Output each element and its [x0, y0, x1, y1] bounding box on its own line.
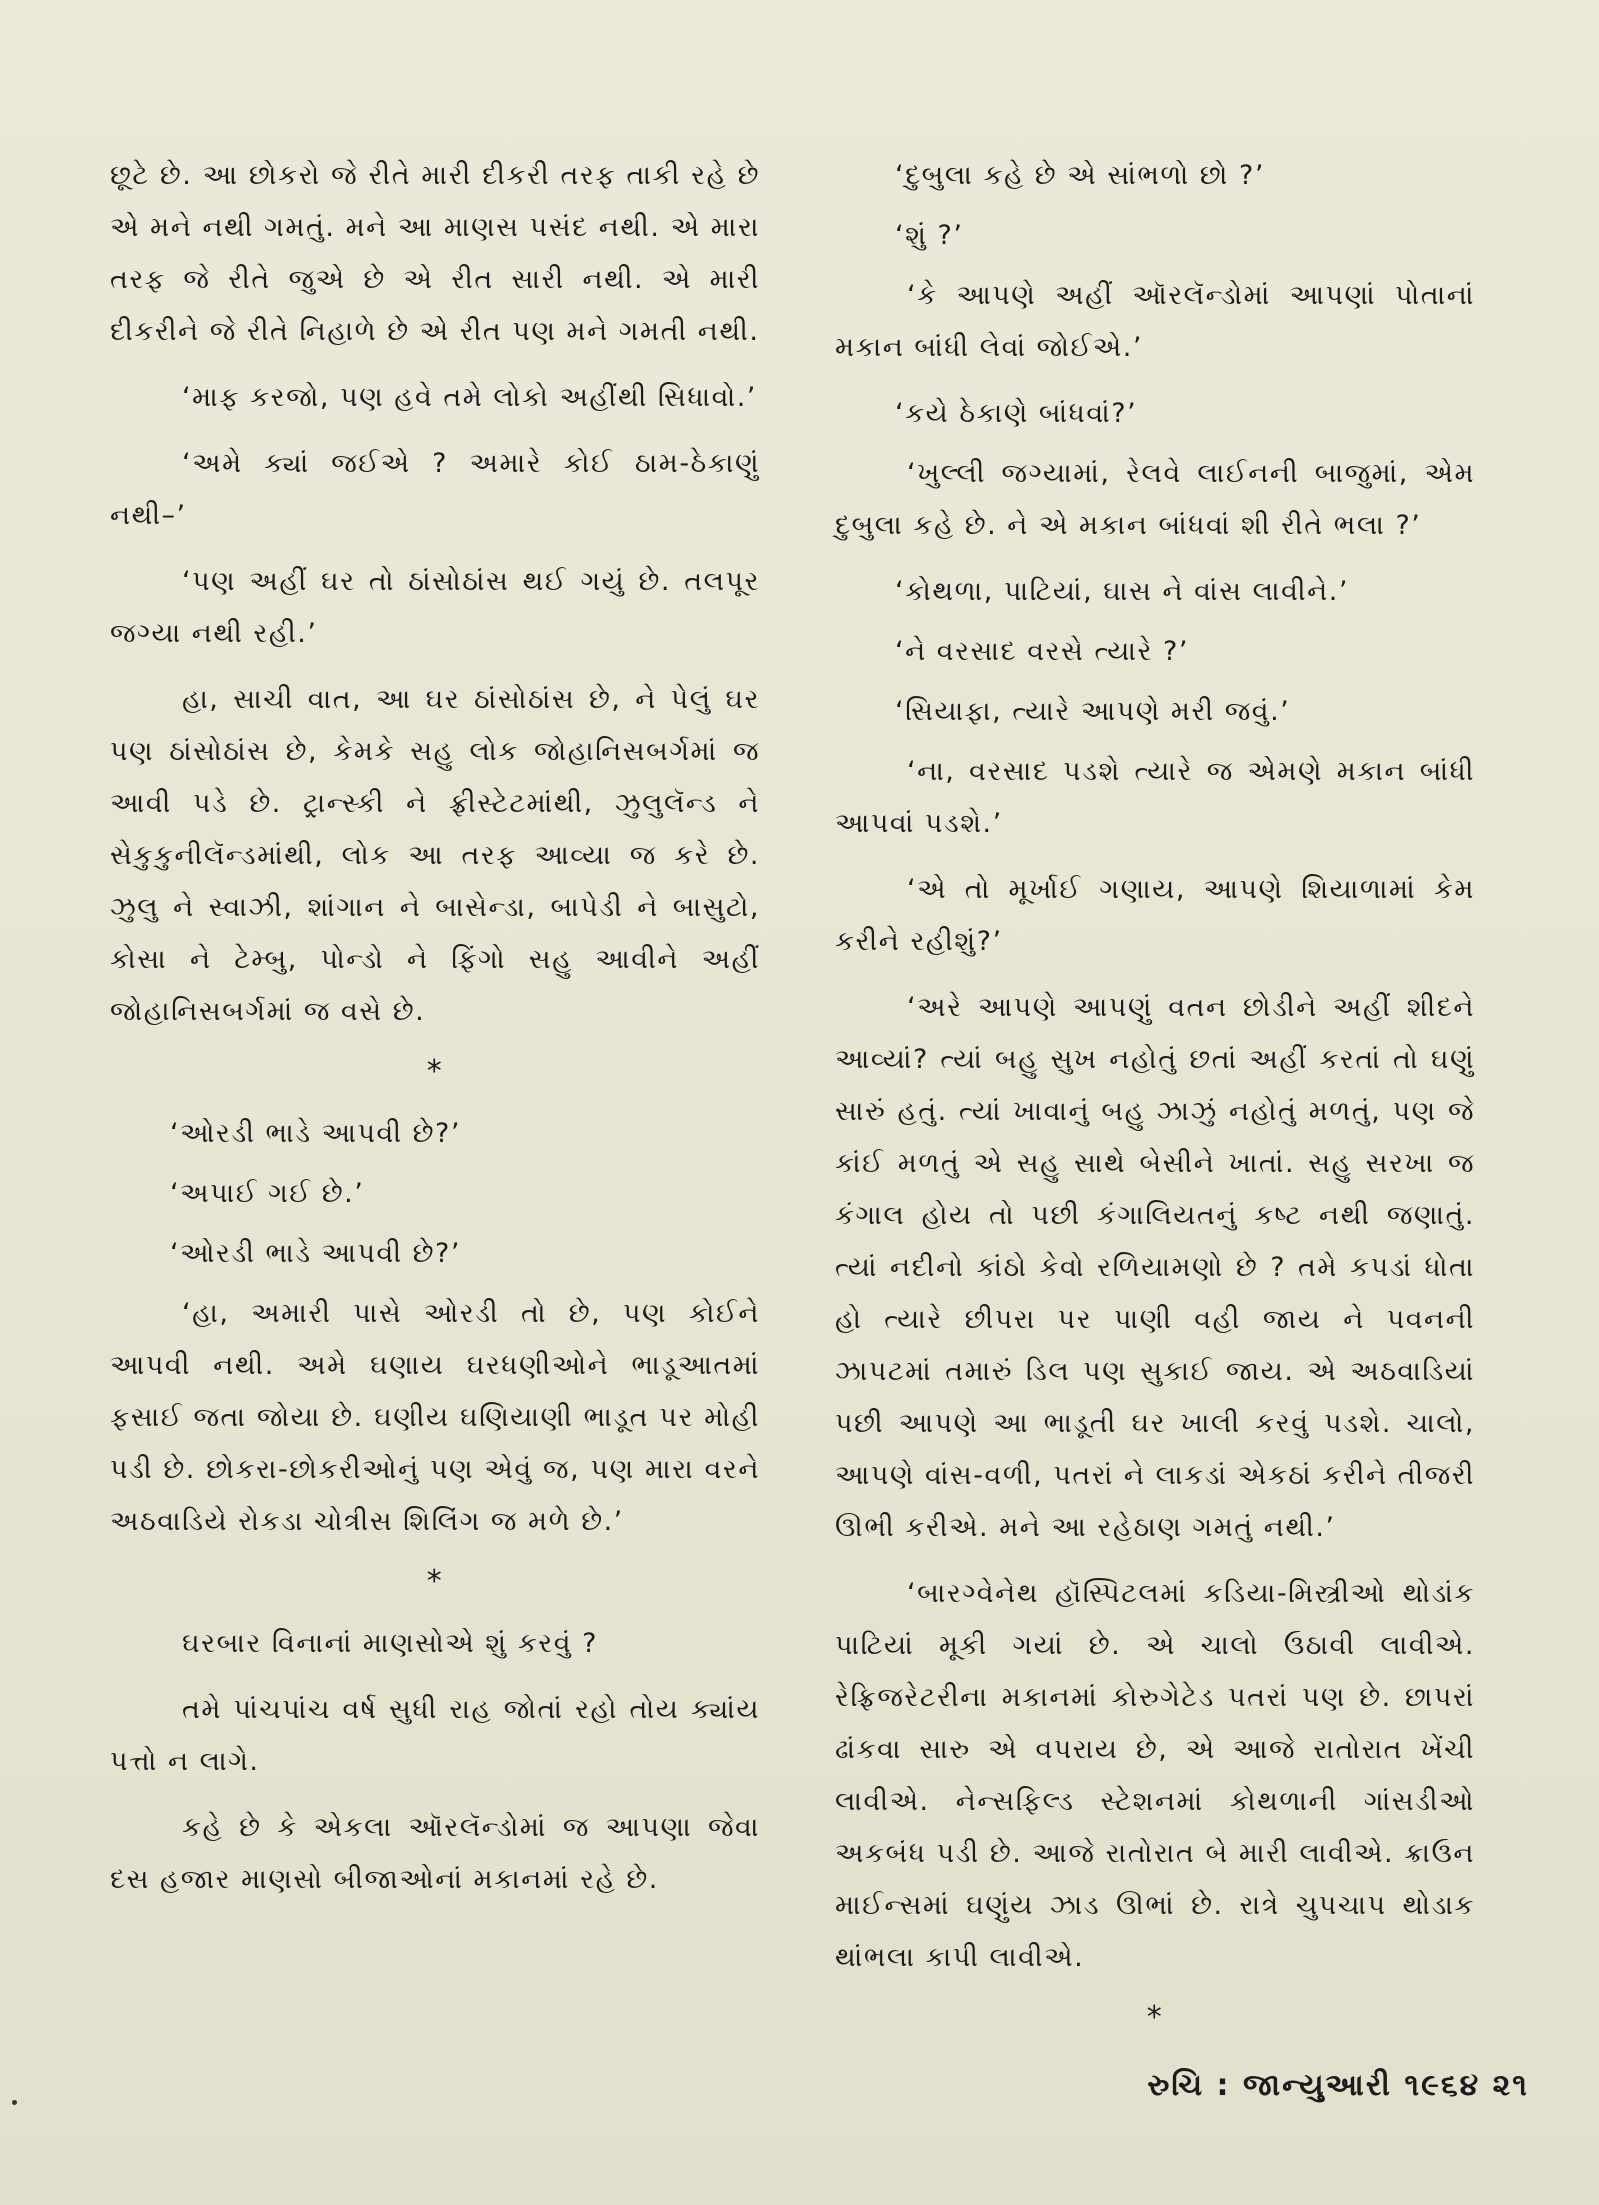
paragraph: ‘કયે ઠેકાણે બાંધવાં?’	[895, 398, 1138, 429]
section-separator: *	[426, 1054, 444, 1089]
paragraph: ઘરબાર વિનાનાં માણસોએ શું કરવું ?	[182, 1628, 598, 1659]
paragraph: ‘બારગ્વેનેથ હૉસ્પિટલમાં કડિયા-મિસ્ત્રીઓ થોડાંક પાટિયાં મૂકી ગયાં છે. એ ચાલો ઉઠાવી લાવીએ. રેફ્રિજરેટરીના મકાનમાં કોરુગેટેડ પતરાં પણ છે. છાપરાં ઢાંકવા સારુ એ વપરાય છે, એ આજે રાતોરાત ખેંચી લાવીએ. નેન્સફિલ્ડ સ્ટેશનમાં કોથળાની ગાંસડીઓ અકબંધ પડી છે. આજે રાતોરાત બે મારી લાવીએ. ક્રાઉન માઈન્સમાં ઘણુંય ઝાડ ઊભાં છે. રાત્રે ચુપચાપ થોડાક થાંભલા કાપી લાવીએ.	[835, 1578, 1475, 1973]
right-column	[835, 150, 1475, 2054]
paragraph: કહે છે કે એકલા ઑરલૅન્ડોમાં જ આપણા જેવા દસ હજાર માણસો બીજાઓનાં મકાનમાં રહે છે.	[110, 1812, 760, 1895]
left-column	[110, 150, 760, 1920]
paragraph: ‘ના, વરસાદ પડશે ત્યારે જ એમણે મકાન બાંધી આપવાં પડશે.’	[835, 756, 1475, 839]
paragraph: ‘સિયાફા, ત્યારે આપણે મરી જવું.’	[895, 696, 1291, 727]
ink-speck	[12, 2100, 17, 2105]
paragraph: ‘માફ કરજો, પણ હવે તમે લોકો અહીંથી સિધાવો.’	[182, 382, 757, 413]
paragraph: ‘પણ અહીં ઘર તો ઠાંસોઠાંસ થઈ ગયું છે. તલપૂર જગ્યા નથી રહી.’	[110, 566, 760, 649]
paragraph: ‘અમે ક્યાં જઈએ ? અમારે કોઈ ઠામ-ઠેકાણું નથી–’	[110, 448, 760, 531]
paragraph: ‘કે આપણે અહીં ઑરલૅન્ડોમાં આપણાં પોતાનાં મકાન બાંધી લેવાં જોઈએ.’	[835, 280, 1475, 363]
paragraph: ‘અરે આપણે આપણું વતન છોડીને અહીં શીદને આવ્યાં? ત્યાં બહુ સુખ નહોતું છતાં અહીં કરતાં તો ઘણું સારું હતું. ત્યાં ખાવાનું બહુ ઝાઝું નહોતું મળતું, પણ જે કાંઈ મળતું એ સહુ સાથે બેસીને ખાતાં. સહુ સરખા જ કંગાલ હોય તો પછી કંગાલિયતનું કષ્ટ નથી જણાતું. ત્યાં નદીનો કાંઠો કેવો રળિયામણો છે ? તમે કપડાં ધોતા હો ત્યારે છીપરા પર પાણી વહી જાય ને પવનની ઝાપટમાં તમારું ડિલ પણ સુકાઈ જાય. એ અઠવાડિયાં પછી આપણે આ ભાડૂતી ઘર ખાલી કરવું પડશે. ચાલો, આપણે વાંસ-વળી, પતરાં ને લાકડાં એકઠાં કરીને તીજરી ઊભી કરીએ. મને આ રહેઠાણ ગમતું નથી.’	[835, 992, 1475, 1543]
paragraph: છૂટે છે. આ છોકરો જે રીતે મારી દીકરી તરફ તાકી રહે છે એ મને નથી ગમતું. મને આ માણસ પસંદ નથી. એ મારા તરફ જે રીતે જુએ છે એ રીત સારી નથી. એ મારી દીકરીને જે રીતે નિહાળે છે એ રીત પણ મને ગમતી નથી.	[110, 160, 760, 347]
paragraph: ‘ઓરડી ભાડે આપવી છે?’	[170, 1118, 461, 1149]
paragraph: તમે પાંચપાંચ વર્ષ સુધી રાહ જોતાં રહો તોય ક્યાંય પત્તો ન લાગે.	[110, 1694, 760, 1777]
paragraph: ‘અપાઈ ગઈ છે.’	[170, 1178, 365, 1209]
section-separator: *	[426, 1564, 444, 1599]
section-separator: *	[1146, 2000, 1164, 2035]
paragraph: ‘ઓરડી ભાડે આપવી છે?’	[170, 1238, 461, 1269]
paragraph: ‘કોથળા, પાટિયાં, ઘાસ ને વાંસ લાવીને.’	[895, 576, 1349, 607]
paragraph: ‘એ તો મૂર્ખાઈ ગણાય, આપણે શિયાળામાં કેમ કરીને રહીશું?’	[835, 874, 1475, 957]
paragraph: ‘ને વરસાદ વરસે ત્યારે ?’	[895, 636, 1189, 667]
paragraph: ‘શું ?’	[895, 220, 964, 251]
page-footer: રુચિ : જાન્યુઆરી ૧૯૬૪ ૨૧	[1147, 2068, 1529, 2103]
paragraph: ‘દુબુલા કહે છે એ સાંભળો છો ?’	[895, 160, 1265, 191]
paragraph: ‘હા, અમારી પાસે ઓરડી તો છે, પણ કોઈને આપવી નથી. અમે ઘણાય ઘરધણીઓને ભાડૂઆતમાં ફસાઈ જતા જોયા છે. ઘણીય ઘણિયાણી ભાડૂત પર મોહી પડી છે. છોકરા-છોકરીઓનું પણ એવું જ, પણ મારા વરને અઠવાડિયે રોકડા ચોત્રીસ શિલિંગ જ મળે છે.’	[110, 1298, 760, 1537]
paragraph: હા, સાચી વાત, આ ઘર ઠાંસોઠાંસ છે, ને પેલું ઘર પણ ઠાંસોઠાંસ છે, કેમકે સહુ લોક જોહાનિસબર્ગમાં જ આવી પડે છે. ટ્રાન્સ્કી ને ફ્રીસ્ટેટમાંથી, ઝુલુલૅન્ડ ને સેકુકુનીલૅન્ડમાંથી, લોક આ તરફ આવ્યા જ કરે છે. ઝુલુ ને સ્વાઝી, શાંગાન ને બાસેન્ડા, બાપેડી ને બાસુટો, કોસા ને ટેમ્બુ, પોન્ડો ને ફિંગો સહુ આવીને અહીં જોહાનિસબર્ગમાં જ વસે છે.	[110, 684, 760, 1027]
paragraph: ‘ખુલ્લી જગ્યામાં, રેલવે લાઈનની બાજુમાં, એમ દુબુલા કહે છે. ને એ મકાન બાંધવાં શી રીતે ભલા ?’	[835, 458, 1475, 541]
